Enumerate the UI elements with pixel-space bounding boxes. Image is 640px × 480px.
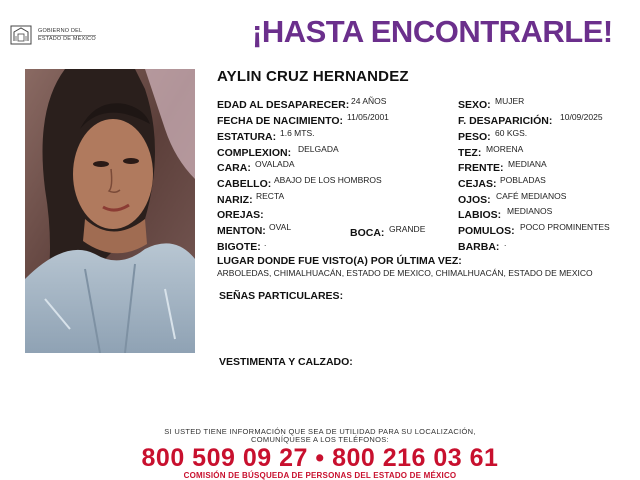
field-value: CAFÉ MEDIANOS — [496, 191, 567, 201]
field-label: FECHA DE NACIMIENTO: — [217, 115, 343, 127]
field-frente — [458, 158, 547, 174]
field-value: . — [504, 238, 507, 248]
field-value: 1.6 MTS. — [280, 128, 315, 138]
field-value: 24 AÑOS — [351, 96, 387, 106]
government-name — [38, 28, 96, 43]
field-value: POCO PROMINENTES — [520, 222, 610, 232]
field-label: SEXO: — [458, 99, 491, 111]
field-label: CABELLO: — [217, 178, 272, 190]
field-label: COMPLEXION: — [217, 147, 292, 159]
field-value: RECTA — [256, 191, 285, 201]
field-boca — [350, 223, 426, 239]
field-labios — [458, 205, 553, 221]
field-label: BARBA: — [458, 241, 500, 253]
field-estatura — [217, 127, 315, 143]
last-seen-label: LUGAR DONDE FUE VISTO(A) POR ÚLTIMA VEZ: — [217, 255, 462, 267]
portrait-image — [25, 69, 195, 353]
poster-headline: ¡HASTA ENCONTRARLE! — [252, 14, 613, 49]
person-name: AYLIN CRUZ HERNANDEZ — [217, 68, 409, 85]
info-note-line-2: COMUNÍQUESE A LOS TELÉFONOS: — [251, 435, 389, 444]
phone-number-2[interactable]: 800 216 03 61 — [332, 444, 499, 472]
field-cejas — [458, 174, 546, 190]
field-label: MENTON: — [217, 225, 266, 237]
field-fecha-desaparicion — [458, 111, 603, 127]
field-edad — [217, 95, 387, 111]
field-value: OVAL — [269, 222, 292, 232]
field-label: EDAD AL DESAPARECER: — [217, 99, 350, 111]
field-value: MEDIANA — [508, 159, 547, 169]
phone-separator: • — [315, 444, 325, 472]
field-value: OVALADA — [255, 159, 295, 169]
field-label: POMULOS: — [458, 225, 515, 237]
field-value: 11/05/2001 — [347, 112, 389, 122]
field-barba — [458, 237, 507, 253]
field-complexion — [217, 143, 339, 159]
field-pomulos — [458, 221, 610, 237]
field-label: OREJAS: — [217, 209, 264, 221]
field-label: FRENTE: — [458, 162, 504, 174]
field-label: PESO: — [458, 131, 491, 143]
field-value: GRANDE — [389, 224, 426, 234]
clothing-label: VESTIMENTA Y CALZADO: — [219, 356, 353, 368]
field-label: OJOS: — [458, 194, 491, 206]
field-label: LABIOS: — [458, 209, 502, 221]
field-cabello — [217, 174, 382, 190]
field-peso — [458, 127, 528, 143]
field-ojos — [458, 190, 567, 206]
field-cara — [217, 158, 295, 174]
phone-numbers — [0, 444, 640, 473]
field-label: TEZ: — [458, 147, 482, 159]
field-value: MORENA — [486, 144, 524, 154]
gov-line-2: ESTADO DE MÉXICO — [38, 35, 96, 42]
field-value: DELGADA — [298, 144, 339, 154]
field-label: NARIZ: — [217, 194, 253, 206]
field-label: ESTATURA: — [217, 131, 277, 143]
field-label: BOCA: — [350, 227, 385, 239]
field-label: CARA: — [217, 162, 251, 174]
field-label: F. DESAPARICIÓN: — [458, 115, 553, 127]
field-label: BIGOTE: — [217, 241, 261, 253]
missing-person-photo — [25, 69, 195, 353]
government-logo — [8, 22, 120, 48]
gov-line-1: GOBIERNO DEL — [38, 28, 96, 36]
field-menton — [217, 221, 292, 237]
field-value: 60 KGS. — [495, 128, 528, 138]
field-value: ABAJO DE LOS HOMBROS — [274, 175, 382, 185]
info-note-line-1: SI USTED TIENE INFORMACIÓN QUE SEA DE UTILIDAD PARA SU LOCALIZACIÓN, — [164, 427, 476, 436]
field-value: MUJER — [495, 96, 525, 106]
last-seen-location: ARBOLEDAS, CHIMALHUACÁN, ESTADO DE MEXICO, CHIMALHUACÁN, ESTADO DE MEXICO — [217, 268, 593, 278]
field-fecha-nacimiento — [217, 111, 389, 127]
field-value: MEDIANOS — [507, 206, 553, 216]
field-value: POBLADAS — [500, 175, 546, 185]
state-emblem-icon — [8, 23, 34, 47]
field-value: 10/09/2025 — [560, 112, 603, 122]
field-sexo — [458, 95, 525, 111]
field-label: CEJAS: — [458, 178, 497, 190]
field-nariz — [217, 190, 285, 206]
commission-name: COMISIÓN DE BÚSQUEDA DE PERSONAS DEL ESTADO DE MÉXICO — [183, 471, 457, 480]
field-orejas — [217, 205, 264, 219]
distinctive-marks-label: SEÑAS PARTICULARES: — [219, 290, 344, 302]
phone-number-1[interactable]: 800 509 09 27 — [141, 444, 308, 472]
field-value: . — [264, 238, 267, 248]
field-tez — [458, 143, 524, 159]
field-bigote — [217, 237, 267, 253]
